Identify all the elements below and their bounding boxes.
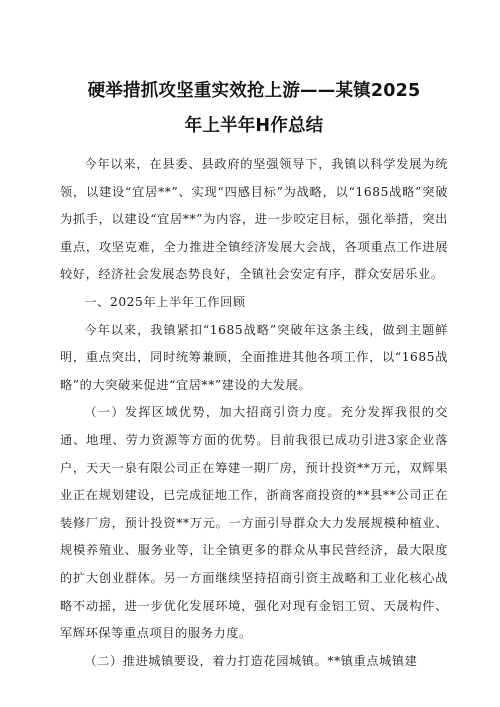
document-body — [60, 151, 448, 675]
title-line-1: 硬举措抓攻坚重实效抢上游——某镇2025 — [87, 81, 421, 101]
investment-paragraph: （一）发挥区域优势，加大招商引资力度。充分发挥我很的交通、地理、劳力资源等方面的优势。目前我很已成功引进3家企业落户，天天一泉有限公司正在筹建一期厂房，预计投资**万元，双辉果业正在规划建设，已完成征地工作，浙商客商投资的**县**公司正在装修厂房，预计投资**万元。一方面引导群众大力发展规模种植业、规模养殖业、服务业等，让全镇更多的群众从事民营经济，最大限度的扩大创业群体。另一方面继续坚持招商引资主战略和工业化核心战略不动摇，进一步优化发展环境，强化对现有金铝工贸、天晟构件、军辉环保等重点项目的服务力度。 — [60, 405, 448, 641]
title-line-2: 年上半年H作总结 — [184, 116, 324, 136]
document-title — [60, 74, 448, 144]
section-heading-review: 一、2025年上半年工作回顾 — [84, 294, 246, 309]
urban-construction-paragraph: （二）推进城镇要设，着力打造花园城镇。**镇重点城镇建 — [84, 653, 418, 668]
intro-paragraph: 今年以来，在县委、县政府的坚强领导下，我镇以科学发展为统领，以建设“宜居**”、实现“四感目标”为战略，以“1685战略”突破为抓手，以建设“宜居**”为内容，进一步咬定目标，强化举措，突出重点，攻坚克难，全力推进全镇经济发展大会战，各项重点工作进展较好，经济社会发展态势良好，全镇社会安定有序，群众安居乐业。 — [60, 157, 448, 282]
review-paragraph: 今年以来，我镇紧扣“1685战略”突破年这条主线，做到主题鲜明，重点突出，同时统筹兼顾，全面推进其他各项工作，以“1685战略”的大突破来促进“宜居**”建设的大发展。 — [60, 322, 448, 392]
